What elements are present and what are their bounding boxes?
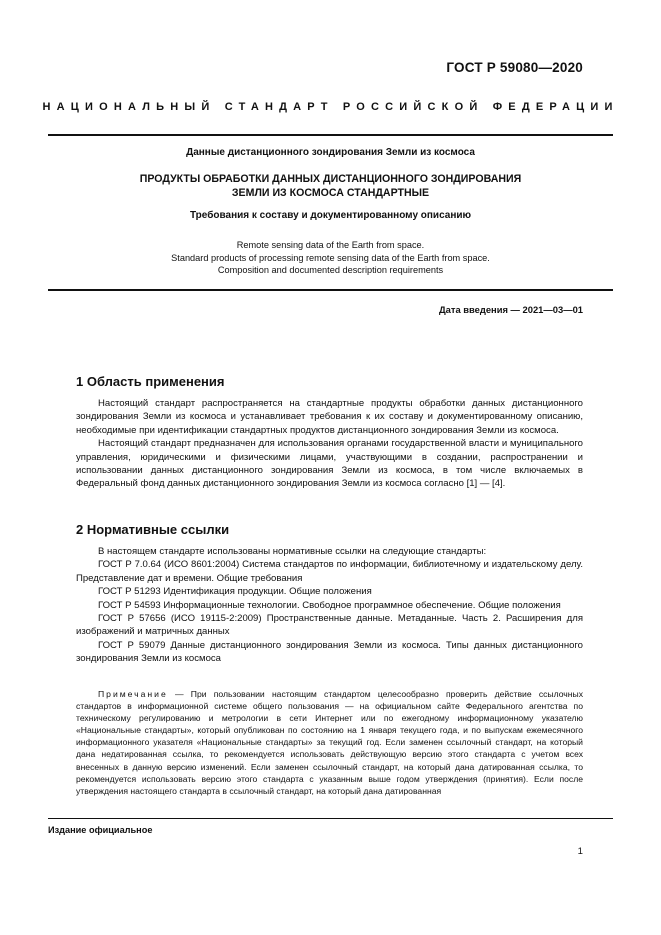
- section-1-paragraph-1: Настоящий стандарт распространяется на стандартные продукты обработки данных дистанционного зондирования Земли из космоса и устанавливает требования к их составу и документированному описанию, необходимые при идентификации стандартных продуктов дистанционного зондирования Земли из космоса.: [76, 398, 583, 436]
- section-2-note: [76, 688, 583, 797]
- section-2-heading: 2 Нормативные ссылки: [76, 522, 230, 537]
- title-rule: [48, 289, 613, 291]
- note-label: Примечание: [98, 689, 168, 699]
- title-line-1: Данные дистанционного зондирования Земли из космоса: [186, 147, 475, 158]
- english-title-line-1: Remote sensing data of the Earth from space.: [236, 240, 425, 250]
- page-number: 1: [577, 846, 583, 857]
- english-title-line-2: Standard products of processing remote sensing data of the Earth from space.: [171, 252, 490, 263]
- section-2-intro: В настоящем стандарте использованы нормативные ссылки на следующие стандарты:: [98, 546, 487, 557]
- title-main: [48, 172, 613, 200]
- english-title-line-3: Composition and documented description requirements: [217, 265, 444, 275]
- gost-code: ГОСТ Р 59080—2020: [446, 60, 583, 75]
- official-edition-label: Издание официальное: [48, 825, 153, 835]
- reference-item: ГОСТ Р 51293 Идентификация продукции. Общие положения: [98, 586, 372, 598]
- section-1-body: [76, 397, 583, 491]
- reference-item: ГОСТ Р 54593 Информационные технологии. Свободное программное обеспечение. Общие положения: [98, 599, 561, 611]
- section-2-body: [76, 545, 583, 666]
- header-rule: [48, 134, 613, 136]
- reference-item: ГОСТ Р 7.0.64 (ИСО 8601:2004) Система стандартов по информации, библиотечному и издательскому делу. Представление дат и времени. Общие требования: [76, 559, 583, 584]
- national-standard-title: НАЦИОНАЛЬНЫЙ СТАНДАРТ РОССИЙСКОЙ ФЕДЕРАЦИИ: [42, 101, 619, 113]
- section-1-heading: 1 Область применения: [76, 374, 225, 389]
- title-main-line-a: ПРОДУКТЫ ОБРАБОТКИ ДАННЫХ ДИСТАНЦИОННОГО ЗОНДИРОВАНИЯ: [139, 173, 522, 185]
- introduction-date: Дата введения — 2021—03—01: [438, 304, 583, 315]
- english-title: [48, 239, 613, 277]
- section-1-paragraph-2: Настоящий стандарт предназначен для использования органами государственной власти и муниципального управления, юридическими и физическими лицами, участвующими в создании, распространении и использовании данных дистанционного зондирования Земли из космоса, в том числе включаемых в Федеральный фонд данных дистанционного зондирования Земли из космоса согласно [1] — [4].: [76, 438, 583, 490]
- reference-item: ГОСТ Р 57656 (ИСО 19115-2:2009) Пространственные данные. Метаданные. Часть 2. Расширения для изображений и матричных данных: [76, 613, 583, 638]
- reference-item: ГОСТ Р 59079 Данные дистанционного зондирования Земли из космоса. Типы данных дистанционного зондирования Земли из космоса: [76, 639, 583, 665]
- note-text: — При пользовании настоящим стандартом целесообразно проверить действие ссылочных стандартов в информационной системе общего пользования — на официальном сайте Федерального агентства по техническому регулированию и метрологии в сети Интернет или по ежегодному информационному указателю «Национальные стандарты», который опубликован по состоянию на 1 января текущего года, и по выпускам ежемесячного информационного указателя «Национальные стандарты» за текущий год. Если заменен ссылочный стандарт, на который дана недатированная ссылка, то рекомендуется использовать действующую версию этого стандарта с учетом всех внесенных в данную версию изменений. Если заменен ссылочный стандарт, на который дана датированная ссылка, то рекомендуется использовать версию этого стандарта с указанным выше годом утверждения (принятия). Если после утверждения настоящего стандарта в ссылочный стандарт, на который дана датированная: [76, 689, 583, 796]
- title-main-line-b: ЗЕМЛИ ИЗ КОСМОСА СТАНДАРТНЫЕ: [231, 187, 430, 199]
- title-subtitle: Требования к составу и документированному описанию: [189, 210, 472, 221]
- footer-rule: [48, 818, 613, 819]
